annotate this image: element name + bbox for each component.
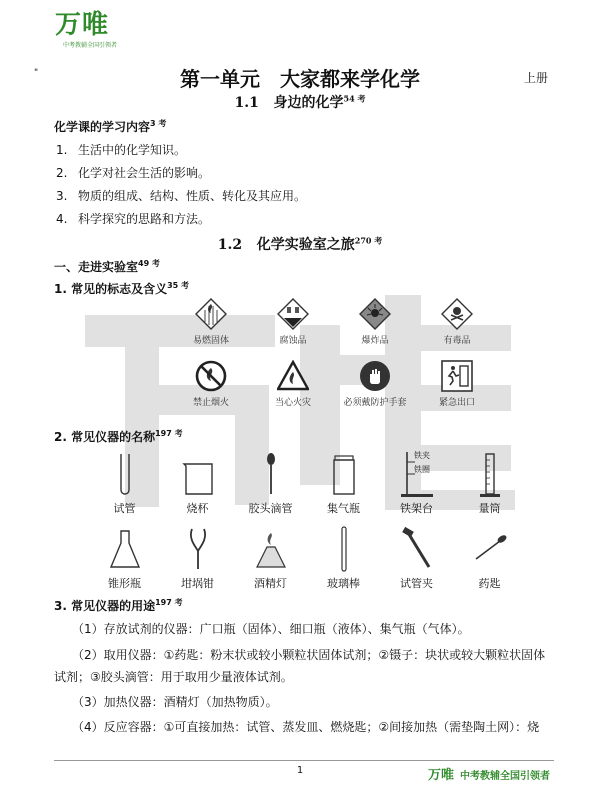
instruments-heading: 2. 常见仪器的名称$^{197 考}$ bbox=[54, 429, 183, 444]
footer-brand bbox=[428, 764, 550, 783]
list-item: 2. 化学对社会生活的影响。 bbox=[56, 166, 211, 180]
list-item: 3. 物质的组成、结构、性质、转化及其应用。 bbox=[56, 189, 307, 203]
graduated-cylinder-icon bbox=[470, 450, 510, 498]
beaker-icon bbox=[178, 450, 218, 498]
sign-emergency-exit: 紧急出口 bbox=[416, 360, 498, 408]
glass-rod-icon bbox=[324, 525, 364, 573]
usage-line-5: （4）反应容器：①可直接加热：试管、蒸发皿、燃烧匙；②间接加热（需垫陶土网）：烧 bbox=[72, 720, 540, 734]
list-item: 1. 生活中的化学知识。 bbox=[56, 143, 187, 157]
section-1-2-heading: 1.2 化学实验室之旅$^{270 考}$ bbox=[217, 235, 383, 253]
footer-brand-text: 中考教辅全国引领者 bbox=[460, 771, 550, 782]
page-title bbox=[0, 63, 600, 92]
volume-label: 上册 bbox=[523, 71, 548, 85]
usage-line-2: （2）取用仪器：①药匙：粉末状或较小颗粒状固体试剂；②镊子：块状或较大颗粒状固体 bbox=[72, 648, 546, 662]
footer-brand-logo: 万唯 bbox=[427, 768, 454, 783]
explosive-icon bbox=[359, 298, 391, 330]
footer-divider bbox=[54, 760, 554, 761]
instrument-test-tube: 试管 bbox=[88, 450, 161, 516]
sign-no-fire: 禁止烟火 bbox=[170, 360, 252, 408]
instrument-gas-jar: 集气瓶 bbox=[307, 450, 380, 516]
sign-toxic: 有毒品 bbox=[416, 298, 498, 346]
flammable-solid-icon bbox=[195, 298, 227, 330]
usage-line-3: 试剂；③胶头滴管：用于取用少量液体试剂。 bbox=[54, 670, 293, 684]
stand-label-clamp: 铁夹 bbox=[414, 451, 430, 460]
instrument-graduated-cylinder: 量筒 bbox=[453, 450, 526, 516]
logo-text: 万唯 bbox=[55, 10, 110, 40]
page-number: 1 bbox=[296, 765, 304, 776]
conical-flask-icon bbox=[105, 525, 145, 573]
unit-number: 第一单元 bbox=[180, 67, 260, 91]
corrosive-icon bbox=[277, 298, 309, 330]
margin-mark: " bbox=[34, 68, 39, 78]
instrument-crucible-tongs: 坩埚钳 bbox=[161, 525, 234, 591]
sign-flammable-solid: 易燃固体 bbox=[170, 298, 252, 346]
list-item: 4. 科学探究的思路和方法。 bbox=[56, 212, 211, 226]
usage-line-4: （3）加热仪器：酒精灯（加热物质）。 bbox=[72, 695, 278, 709]
content-heading: 化学课的学习内容$^{3 考}$ bbox=[54, 119, 167, 134]
instrument-test-tube-holder: 试管夹 bbox=[380, 525, 453, 591]
no-fire-icon bbox=[195, 360, 227, 392]
instrument-conical-flask: 锥形瓶 bbox=[88, 525, 161, 591]
usage-heading: 3. 常见仪器的用途$^{197 考}$ bbox=[54, 598, 183, 613]
glove-icon bbox=[359, 360, 391, 392]
exit-icon bbox=[441, 360, 473, 392]
gas-jar-icon bbox=[324, 450, 364, 498]
crucible-tongs-icon bbox=[178, 525, 218, 573]
instrument-dropper: 胶头滴管 bbox=[234, 450, 307, 516]
test-tube-holder-icon bbox=[397, 525, 437, 573]
spatula-icon bbox=[470, 525, 510, 573]
signs-heading: 1. 常见的标志及含义$^{35 考}$ bbox=[54, 281, 190, 296]
brand-logo bbox=[55, 12, 125, 52]
instrument-iron-stand: 铁架台 bbox=[380, 450, 453, 516]
sign-corrosive: 腐蚀品 bbox=[252, 298, 334, 346]
sign-wear-gloves: 必须戴防护手套 bbox=[334, 360, 416, 408]
instrument-alcohol-lamp: 酒精灯 bbox=[234, 525, 307, 591]
section-1-1-heading: 1.1 身边的化学$^{54 考}$ bbox=[234, 93, 366, 111]
fire-warning-icon bbox=[277, 360, 309, 392]
instrument-spatula: 药匙 bbox=[453, 525, 526, 591]
skull-crossbones-icon bbox=[441, 298, 473, 330]
alcohol-lamp-icon bbox=[251, 525, 291, 573]
stand-label-ring: 铁圈 bbox=[414, 465, 430, 474]
part1-heading: 一、走进实验室$^{49 考}$ bbox=[54, 259, 160, 274]
sign-explosive: 爆炸品 bbox=[334, 298, 416, 346]
usage-line-1: （1）存放试剂的仪器：广口瓶（固体）、细口瓶（液体）、集气瓶（气体）。 bbox=[72, 622, 470, 636]
dropper-icon bbox=[251, 450, 291, 498]
unit-title: 大家都来学化学 bbox=[280, 67, 420, 91]
logo-subtitle: 中考教辅全国引领者 bbox=[62, 42, 117, 49]
instrument-beaker: 烧杯 bbox=[161, 450, 234, 516]
sign-fire-warning: 当心火灾 bbox=[252, 360, 334, 408]
instrument-glass-rod: 玻璃棒 bbox=[307, 525, 380, 591]
test-tube-icon bbox=[105, 450, 145, 498]
